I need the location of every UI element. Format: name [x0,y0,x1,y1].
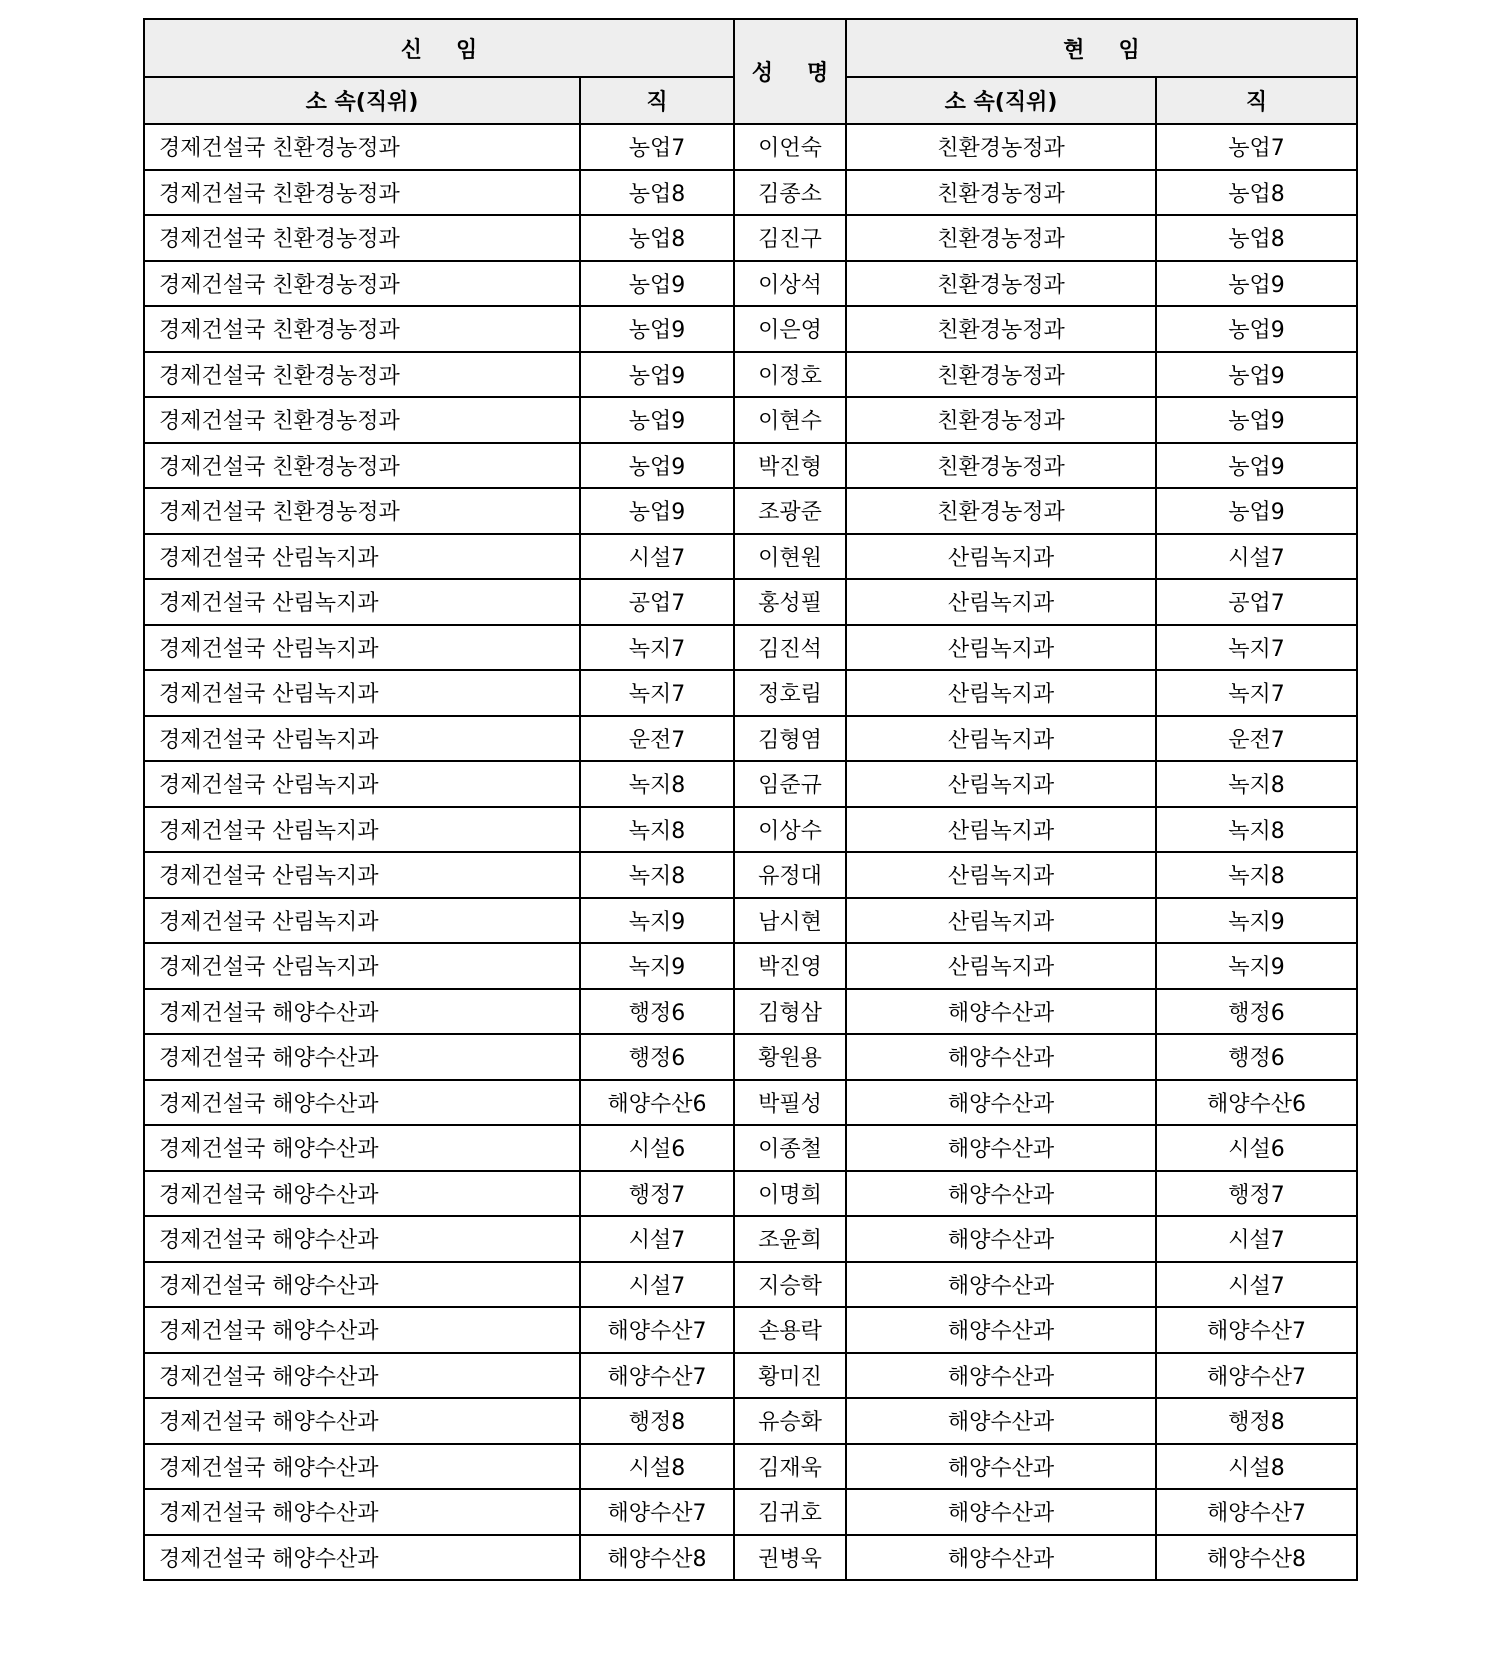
new-rank-cell: 녹지9 [580,943,734,989]
current-rank-cell: 농업7 [1156,124,1357,170]
new-affiliation-cell: 경제건설국 산림녹지과 [144,943,580,989]
current-rank-cell: 농업9 [1156,488,1357,534]
new-affiliation-cell: 경제건설국 해양수산과 [144,989,580,1035]
table-row [144,1307,1357,1353]
current-affiliation-cell: 해양수산과 [846,1307,1156,1353]
current-rank-cell: 녹지8 [1156,807,1357,853]
table-row [144,852,1357,898]
name-cell: 이언숙 [734,124,846,170]
name-cell: 손용락 [734,1307,846,1353]
current-rank-cell: 농업9 [1156,397,1357,443]
new-affiliation-cell: 경제건설국 친환경농정과 [144,352,580,398]
new-affiliation-cell: 경제건설국 친환경농정과 [144,215,580,261]
new-affiliation-cell: 경제건설국 해양수산과 [144,1216,580,1262]
current-affiliation-cell: 해양수산과 [846,1216,1156,1262]
current-affiliation-cell: 친환경농정과 [846,352,1156,398]
new-rank-cell: 농업9 [580,261,734,307]
new-affiliation-cell: 경제건설국 산림녹지과 [144,852,580,898]
table-row [144,1125,1357,1171]
new-rank-cell: 농업7 [580,124,734,170]
header-new-appointment-label: 신 임 [400,37,491,63]
new-affiliation-cell: 경제건설국 친환경농정과 [144,261,580,307]
table-row [144,443,1357,489]
table-row [144,1171,1357,1217]
new-affiliation-cell: 경제건설국 해양수산과 [144,1353,580,1399]
table-row [144,625,1357,671]
name-cell: 지승학 [734,1262,846,1308]
new-affiliation-cell: 경제건설국 산림녹지과 [144,761,580,807]
current-rank-cell: 해양수산7 [1156,1489,1357,1535]
table-row [144,124,1357,170]
new-affiliation-cell: 경제건설국 해양수산과 [144,1307,580,1353]
header-name-label: 성 명 [751,61,842,86]
name-cell: 황미진 [734,1353,846,1399]
new-affiliation-cell: 경제건설국 산림녹지과 [144,625,580,671]
new-rank-cell: 녹지9 [580,898,734,944]
new-affiliation-cell: 경제건설국 해양수산과 [144,1125,580,1171]
header-current-post [846,19,1357,77]
new-affiliation-cell: 경제건설국 해양수산과 [144,1034,580,1080]
header-current-post-label: 현 임 [1063,37,1153,63]
header-current-rank: 직 [1156,77,1357,124]
current-affiliation-cell: 산림녹지과 [846,534,1156,580]
current-rank-cell: 농업8 [1156,215,1357,261]
current-affiliation-cell: 친환경농정과 [846,397,1156,443]
name-cell: 김형삼 [734,989,846,1035]
current-rank-cell: 해양수산8 [1156,1535,1357,1581]
table-row [144,1080,1357,1126]
current-affiliation-cell: 해양수산과 [846,1034,1156,1080]
current-affiliation-cell: 해양수산과 [846,989,1156,1035]
new-rank-cell: 농업9 [580,397,734,443]
current-rank-cell: 녹지7 [1156,625,1357,671]
table-row [144,488,1357,534]
personnel-table [143,18,1358,1581]
name-cell: 유정대 [734,852,846,898]
table-row [144,989,1357,1035]
new-rank-cell: 해양수산7 [580,1489,734,1535]
name-cell: 조윤희 [734,1216,846,1262]
name-cell: 박진형 [734,443,846,489]
new-rank-cell: 해양수산8 [580,1535,734,1581]
name-cell: 정호림 [734,670,846,716]
new-rank-cell: 행정7 [580,1171,734,1217]
name-cell: 김종소 [734,170,846,216]
new-rank-cell: 행정6 [580,989,734,1035]
current-rank-cell: 행정6 [1156,989,1357,1035]
new-rank-cell: 농업9 [580,443,734,489]
new-rank-cell: 녹지8 [580,807,734,853]
current-affiliation-cell: 친환경농정과 [846,170,1156,216]
name-cell: 이은영 [734,306,846,352]
new-affiliation-cell: 경제건설국 산림녹지과 [144,670,580,716]
table-row [144,1034,1357,1080]
current-affiliation-cell: 해양수산과 [846,1171,1156,1217]
new-rank-cell: 시설7 [580,1216,734,1262]
current-rank-cell: 녹지8 [1156,852,1357,898]
current-affiliation-cell: 산림녹지과 [846,670,1156,716]
new-rank-cell: 행정6 [580,1034,734,1080]
table-row [144,306,1357,352]
new-rank-cell: 농업9 [580,352,734,398]
table-row [144,1444,1357,1490]
new-rank-cell: 녹지8 [580,761,734,807]
table-row [144,1489,1357,1535]
new-rank-cell: 녹지7 [580,670,734,716]
current-rank-cell: 농업9 [1156,443,1357,489]
new-rank-cell: 녹지8 [580,852,734,898]
new-affiliation-cell: 경제건설국 친환경농정과 [144,124,580,170]
name-cell: 김형염 [734,716,846,762]
table-row [144,1353,1357,1399]
name-cell: 남시현 [734,898,846,944]
new-affiliation-cell: 경제건설국 친환경농정과 [144,488,580,534]
table-row [144,670,1357,716]
new-rank-cell: 농업9 [580,488,734,534]
current-rank-cell: 농업8 [1156,170,1357,216]
new-rank-cell: 녹지7 [580,625,734,671]
current-rank-cell: 농업9 [1156,306,1357,352]
header-new-appointment [144,19,734,77]
new-rank-cell: 행정8 [580,1398,734,1444]
new-rank-cell: 시설7 [580,1262,734,1308]
new-rank-cell: 시설6 [580,1125,734,1171]
current-affiliation-cell: 해양수산과 [846,1444,1156,1490]
table-row [144,534,1357,580]
current-rank-cell: 해양수산7 [1156,1353,1357,1399]
name-cell: 이정호 [734,352,846,398]
current-rank-cell: 녹지9 [1156,898,1357,944]
name-cell: 박진영 [734,943,846,989]
current-affiliation-cell: 친환경농정과 [846,306,1156,352]
table-row [144,352,1357,398]
current-affiliation-cell: 친환경농정과 [846,215,1156,261]
current-affiliation-cell: 산림녹지과 [846,807,1156,853]
header-new-rank: 직 [580,77,734,124]
current-rank-cell: 시설8 [1156,1444,1357,1490]
name-cell: 김진석 [734,625,846,671]
current-affiliation-cell: 친환경농정과 [846,443,1156,489]
table-row [144,1535,1357,1581]
current-rank-cell: 녹지8 [1156,761,1357,807]
current-affiliation-cell: 해양수산과 [846,1125,1156,1171]
current-affiliation-cell: 산림녹지과 [846,761,1156,807]
new-affiliation-cell: 경제건설국 해양수산과 [144,1262,580,1308]
new-rank-cell: 해양수산7 [580,1307,734,1353]
table-row [144,761,1357,807]
current-rank-cell: 행정8 [1156,1398,1357,1444]
name-cell: 이명희 [734,1171,846,1217]
name-cell: 유승화 [734,1398,846,1444]
new-affiliation-cell: 경제건설국 산림녹지과 [144,807,580,853]
new-rank-cell: 해양수산7 [580,1353,734,1399]
current-rank-cell: 시설7 [1156,534,1357,580]
new-affiliation-cell: 경제건설국 해양수산과 [144,1444,580,1490]
header-name [734,19,846,124]
new-affiliation-cell: 경제건설국 산림녹지과 [144,716,580,762]
table-row [144,1398,1357,1444]
name-cell: 이현수 [734,397,846,443]
new-affiliation-cell: 경제건설국 친환경농정과 [144,170,580,216]
name-cell: 조광준 [734,488,846,534]
new-rank-cell: 해양수산6 [580,1080,734,1126]
new-affiliation-cell: 경제건설국 산림녹지과 [144,534,580,580]
current-rank-cell: 농업9 [1156,261,1357,307]
header-new-affiliation: 소 속(직위) [144,77,580,124]
current-affiliation-cell: 산림녹지과 [846,716,1156,762]
current-affiliation-cell: 친환경농정과 [846,124,1156,170]
table-row [144,898,1357,944]
table-row [144,1216,1357,1262]
table-row [144,579,1357,625]
new-rank-cell: 농업8 [580,215,734,261]
current-affiliation-cell: 해양수산과 [846,1398,1156,1444]
table-row [144,807,1357,853]
current-rank-cell: 행정7 [1156,1171,1357,1217]
new-rank-cell: 운전7 [580,716,734,762]
current-rank-cell: 운전7 [1156,716,1357,762]
new-affiliation-cell: 경제건설국 해양수산과 [144,1398,580,1444]
new-affiliation-cell: 경제건설국 친환경농정과 [144,397,580,443]
current-rank-cell: 녹지7 [1156,670,1357,716]
new-affiliation-cell: 경제건설국 산림녹지과 [144,579,580,625]
current-affiliation-cell: 산림녹지과 [846,943,1156,989]
current-affiliation-cell: 산림녹지과 [846,852,1156,898]
current-affiliation-cell: 해양수산과 [846,1535,1156,1581]
name-cell: 이상수 [734,807,846,853]
name-cell: 이현원 [734,534,846,580]
table-row [144,261,1357,307]
table-body [144,124,1357,1580]
current-affiliation-cell: 해양수산과 [846,1080,1156,1126]
name-cell: 홍성필 [734,579,846,625]
name-cell: 김진구 [734,215,846,261]
current-rank-cell: 해양수산6 [1156,1080,1357,1126]
new-rank-cell: 시설7 [580,534,734,580]
current-affiliation-cell: 산림녹지과 [846,579,1156,625]
new-rank-cell: 농업8 [580,170,734,216]
name-cell: 김재욱 [734,1444,846,1490]
new-affiliation-cell: 경제건설국 해양수산과 [144,1080,580,1126]
new-affiliation-cell: 경제건설국 산림녹지과 [144,898,580,944]
current-rank-cell: 행정6 [1156,1034,1357,1080]
table-row [144,397,1357,443]
table-row [144,215,1357,261]
current-rank-cell: 농업9 [1156,352,1357,398]
new-rank-cell: 농업9 [580,306,734,352]
name-cell: 권병욱 [734,1535,846,1581]
current-rank-cell: 공업7 [1156,579,1357,625]
current-affiliation-cell: 친환경농정과 [846,261,1156,307]
table-header [144,19,1357,124]
current-affiliation-cell: 해양수산과 [846,1353,1156,1399]
new-rank-cell: 공업7 [580,579,734,625]
name-cell: 김귀호 [734,1489,846,1535]
name-cell: 이상석 [734,261,846,307]
name-cell: 임준규 [734,761,846,807]
table-row [144,1262,1357,1308]
name-cell: 이종철 [734,1125,846,1171]
name-cell: 황원용 [734,1034,846,1080]
header-current-affiliation: 소 속(직위) [846,77,1156,124]
table-row [144,716,1357,762]
new-affiliation-cell: 경제건설국 친환경농정과 [144,443,580,489]
current-affiliation-cell: 산림녹지과 [846,898,1156,944]
current-rank-cell: 시설6 [1156,1125,1357,1171]
current-affiliation-cell: 해양수산과 [846,1262,1156,1308]
new-affiliation-cell: 경제건설국 친환경농정과 [144,306,580,352]
current-affiliation-cell: 친환경농정과 [846,488,1156,534]
table-row [144,170,1357,216]
new-affiliation-cell: 경제건설국 해양수산과 [144,1535,580,1581]
current-rank-cell: 시설7 [1156,1262,1357,1308]
current-rank-cell: 해양수산7 [1156,1307,1357,1353]
new-affiliation-cell: 경제건설국 해양수산과 [144,1171,580,1217]
current-rank-cell: 녹지9 [1156,943,1357,989]
name-cell: 박필성 [734,1080,846,1126]
current-rank-cell: 시설7 [1156,1216,1357,1262]
current-affiliation-cell: 산림녹지과 [846,625,1156,671]
table-row [144,943,1357,989]
new-affiliation-cell: 경제건설국 해양수산과 [144,1489,580,1535]
new-rank-cell: 시설8 [580,1444,734,1490]
current-affiliation-cell: 해양수산과 [846,1489,1156,1535]
